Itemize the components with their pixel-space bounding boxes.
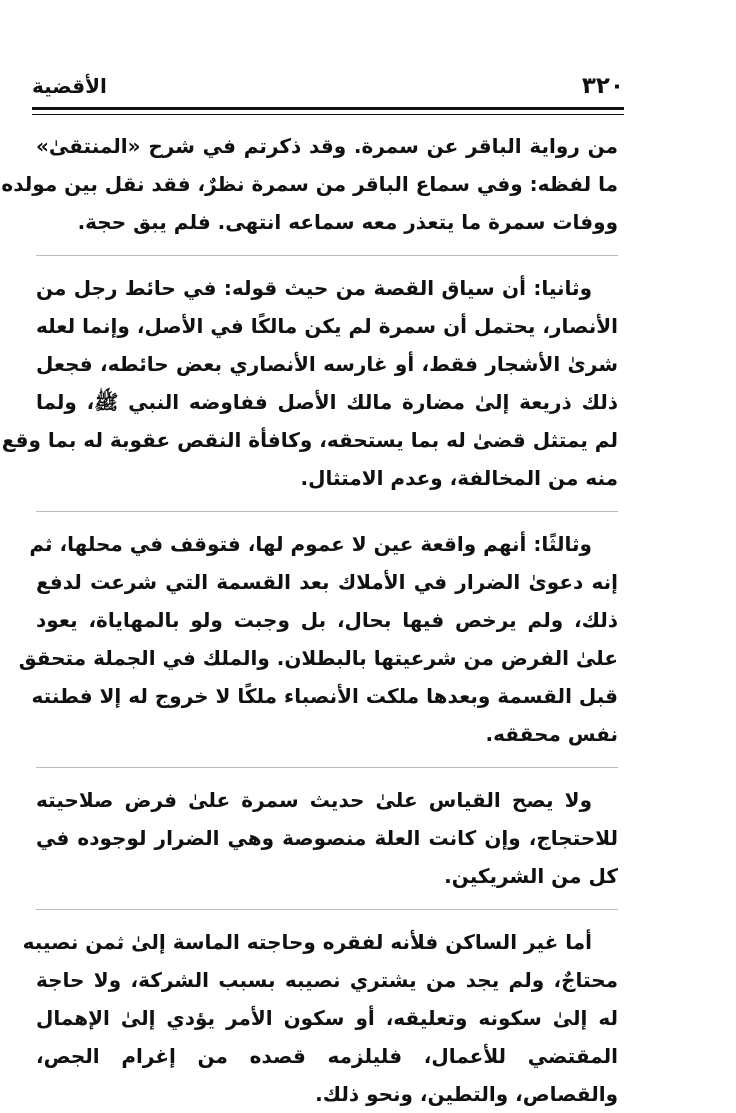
paragraph-4 bbox=[36, 781, 618, 895]
paragraph-divider bbox=[36, 255, 618, 256]
text-line: لم يمتثل قضىٰ له بما يستحقه، وكافأة النقص عقوبة له بما وقع bbox=[1, 428, 618, 452]
text-line: ما لفظه: وفي سماع الباقر من سمرة نظرٌ، فقد نقل بين مولده bbox=[1, 172, 618, 196]
paragraph-5 bbox=[22, 923, 618, 1113]
text-line: منه من المخالفة، وعدم الامتثال. bbox=[300, 466, 618, 490]
text-line: ووفات سمرة ما يتعذر معه سماعه انتهى. فلم يبق حجة. bbox=[77, 210, 618, 234]
text-line: كل من الشريكين. bbox=[444, 864, 618, 888]
text-line: الأنصار، يحتمل أن سمرة لم يكن مالكًا في الأصل، وإنما لعله bbox=[36, 314, 618, 338]
body-text bbox=[1, 127, 618, 1113]
text-line: للاحتجاج، وإن كانت العلة منصوصة وهي الضرار لوجوده في bbox=[36, 826, 618, 850]
header-rule-thick bbox=[32, 107, 624, 110]
text-line: أما غير الساكن فلأنه لفقره وحاجته الماسة إلىٰ ثمن نصيبه bbox=[22, 930, 592, 954]
text-line: له إلىٰ سكونه وتعليقه، أو سكون الأمر يؤدي إلىٰ الإهمال bbox=[36, 1006, 618, 1030]
page-header bbox=[32, 70, 624, 104]
text-line: شرىٰ الأشجار فقط، أو غارسه الأنصاري بعض حائطه، فجعل bbox=[36, 352, 618, 376]
text-line: علىٰ الفرض من شرعيتها بالبطلان. والملك في الجملة متحقق bbox=[18, 646, 618, 670]
paragraph-divider bbox=[36, 511, 618, 512]
text-line: محتاجٌ، ولم يجد من يشتري نصيبه بسبب الشركة، ولا حاجة bbox=[36, 968, 618, 992]
running-title: الأقضية bbox=[32, 74, 107, 98]
text-line: ولا يصح القياس علىٰ حديث سمرة علىٰ فرض صلاحيته bbox=[36, 788, 592, 812]
paragraph-divider bbox=[36, 909, 618, 910]
paragraph-2 bbox=[1, 269, 618, 497]
page-number: ٣٢٠ bbox=[581, 73, 624, 99]
text-line: ذلك ذريعة إلىٰ مضارة مالك الأصل ففاوضه النبي ﷺ، ولما bbox=[36, 390, 618, 414]
header-rule-thin bbox=[32, 114, 624, 115]
text-line: والقصاص، والتطين، ونحو ذلك. bbox=[315, 1082, 618, 1106]
text-line: نفس محققه. bbox=[485, 722, 618, 746]
text-line: وثالثًا: أنهم واقعة عين لا عموم لها، فتوقف في محلها، ثم bbox=[29, 532, 592, 556]
text-line: ذلك، ولم يرخص فيها بحال، بل وجبت ولو بالمهاياة، يعود bbox=[36, 608, 618, 632]
text-line: من رواية الباقر عن سمرة. وقد ذكرتم في شرح «المنتقىٰ» bbox=[36, 134, 618, 158]
text-line: قبل القسمة وبعدها ملكت الأنصباء ملكًا لا خروج له إلا فطنته bbox=[31, 684, 618, 708]
paragraph-1 bbox=[1, 127, 618, 241]
text-line: المقتضي للأعمال، فليلزمه قصده من إغرام الجص، bbox=[36, 1044, 618, 1068]
paragraph-3 bbox=[18, 525, 618, 753]
text-line: وثانيا: أن سياق القصة من حيث قوله: في حائط رجل من bbox=[36, 276, 592, 300]
paragraph-divider bbox=[36, 767, 618, 768]
text-line: إنه دعوىٰ الضرار في الأملاك بعد القسمة التي شرعت لدفع bbox=[36, 570, 618, 594]
